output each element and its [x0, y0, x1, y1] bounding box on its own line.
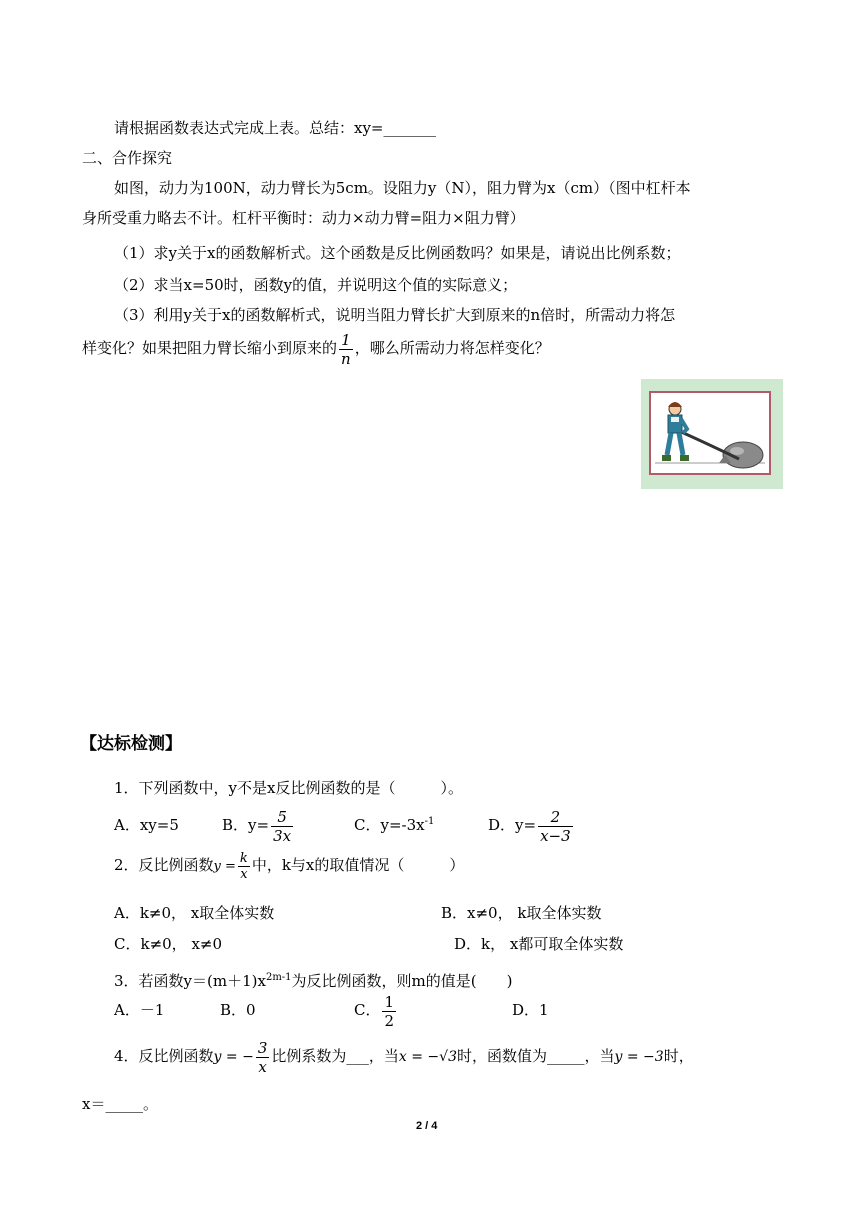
q2-option-c: C．k≠0， x≠0 — [114, 935, 223, 953]
q3-option-a: A．－1 — [114, 1001, 165, 1019]
q1-option-b — [222, 805, 354, 845]
problem-intro-line1: 如图，动力为100N，动力臂长为5cm。设阻力y（N），阻力臂为x（cm）（图中杠杆本 — [114, 179, 691, 197]
q2-stem — [114, 848, 464, 884]
illustration-frame — [649, 391, 771, 475]
problem-q3-line2 — [82, 330, 550, 368]
frac-num: 3 — [257, 1038, 268, 1057]
q1-options — [114, 802, 575, 845]
frac-den: x−3 — [540, 826, 571, 845]
page-number: 2 / 4 — [416, 1120, 438, 1132]
lever-illustration — [641, 379, 783, 489]
q3-options — [114, 990, 549, 1030]
fraction-1-over-n — [339, 331, 353, 368]
q3-text-b: ，哪么所需动力将怎样变化？ — [354, 339, 550, 357]
q2-fraction — [238, 851, 250, 882]
q3-option-d: D．1 — [512, 1001, 549, 1019]
q3-text-a: 样变化？如果把阻力臂长缩小到原来的 — [82, 339, 338, 357]
q2-option-d: D．k， x都可取全体实数 — [454, 935, 624, 953]
frac-num: 5 — [271, 808, 293, 827]
q2-prefix: 2．反比例函数 — [114, 856, 214, 874]
q4-mid1: 比例系数为___，当 — [271, 1047, 399, 1065]
q3-suffix: 为反比例函数，则m的值是( ) — [291, 972, 513, 990]
frac-num: 1 — [339, 331, 353, 350]
q4-stem — [114, 1034, 694, 1079]
q4-x-val: x = −√3 — [398, 1049, 457, 1065]
problem-q2: （2）求当x=50时，函数y的值，并说明这个值的实际意义； — [114, 276, 518, 294]
q3-option-c — [354, 990, 512, 1030]
q1-b-prefix: B．y= — [222, 816, 270, 834]
q3-c-prefix: C． — [354, 1001, 381, 1019]
frac-den: x — [258, 1057, 267, 1076]
q4-prefix: 4．反比例函数 — [114, 1047, 214, 1065]
q1-option-a: A．xy=5 — [114, 816, 179, 834]
problem-intro-line2: 身所受重力略去不计。杠杆平衡时：动力×动力臂=阻力×阻力臂） — [82, 209, 525, 227]
q3-prefix: 3．若函数y＝(m＋1)x — [114, 972, 266, 990]
frac-den: 2 — [384, 1011, 395, 1030]
q2-option-a: A．k≠0， x取全体实数 — [114, 904, 275, 922]
q1-d-fraction — [538, 808, 573, 845]
q4-fraction — [256, 1039, 270, 1076]
q4-y-val: y = −3 — [614, 1049, 664, 1065]
summary-text: 请根据函数表达式完成上表。总结：xy=_______ — [114, 119, 437, 137]
q3-stem — [114, 968, 512, 991]
q4-mid3: 时， — [663, 1047, 694, 1065]
q1-b-fraction — [271, 808, 293, 845]
section2-title: 二、合作探究 — [82, 149, 173, 167]
q4-line2: x＝_____。 — [82, 1095, 158, 1113]
q2-y-eq: y = — [213, 859, 236, 874]
worker-lever-rock-icon — [651, 393, 769, 473]
frac-num: 1 — [384, 992, 395, 1011]
q1-stem: 1．下列函数中，y不是x反比例函数的是（ ）。 — [114, 779, 463, 797]
q1-option-d — [488, 807, 575, 845]
test-section-title: 【达标检测】 — [80, 734, 182, 754]
frac-den: 3x — [273, 826, 292, 845]
problem-q1: （1）求y关于x的函数解析式。这个函数是反比例函数吗？如果是，请说出比例系数； — [114, 244, 681, 262]
q3-exponent: 2m-1 — [265, 972, 292, 983]
q1-c-prefix: C．y=-3x — [354, 816, 425, 834]
frac-den: x — [240, 866, 248, 882]
q3-option-b: B．0 — [220, 1001, 256, 1019]
q4-mid2: 时，函数值为_____，当 — [456, 1047, 615, 1065]
q1-option-c — [354, 802, 488, 845]
frac-den: n — [341, 349, 351, 368]
q2-suffix: 中，k与x的取值情况（ ） — [251, 856, 465, 874]
q1-c-exponent: -1 — [424, 816, 435, 827]
q2-option-b: B．x≠0， k取全体实数 — [441, 904, 602, 922]
frac-num: k — [239, 850, 248, 866]
problem-q3-line1: （3）利用y关于x的函数解析式，说明当阻力臂长扩大到原来的n倍时，所需动力将怎 — [114, 306, 676, 324]
frac-num: 2 — [538, 808, 573, 827]
q4-y-eq: y = − — [213, 1049, 254, 1065]
q1-d-prefix: D．y= — [488, 816, 537, 834]
q3-c-fraction — [382, 993, 396, 1030]
